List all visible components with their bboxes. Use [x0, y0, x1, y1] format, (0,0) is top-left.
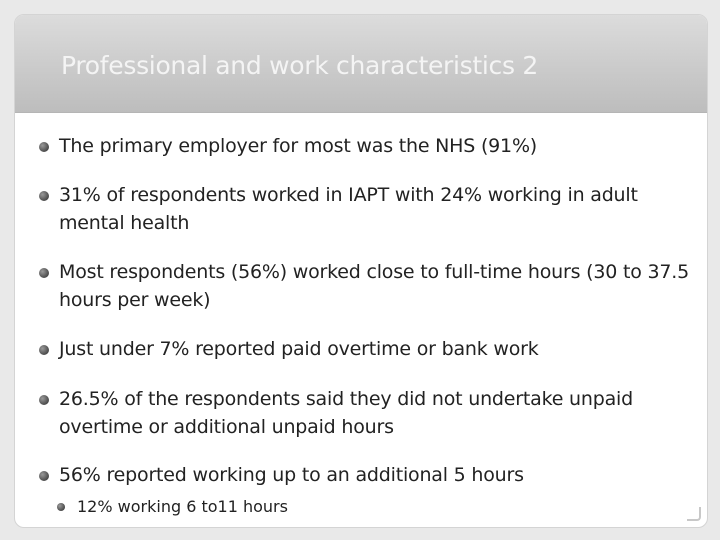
slide-content [15, 15, 707, 527]
sub-bullet-text: 12% working 6 to11 hours [77, 497, 288, 516]
bullet-item [39, 132, 689, 160]
bullet-text: 56% reported working up to an additional 5 hours [59, 464, 524, 486]
bullet-item [39, 385, 689, 441]
bullet-item [39, 181, 689, 237]
slide [14, 14, 708, 528]
bullet-text: 26.5% of the respondents said they did not undertake unpaid overtime or additional unpaid hours [59, 388, 633, 438]
bullet-dot-icon [39, 345, 49, 355]
bullet-text: The primary employer for most was the NHS (91%) [59, 135, 538, 157]
sub-bullet-dot-icon [57, 503, 65, 511]
bullet-text: Most respondents (56%) worked close to full-time hours (30 to 37.5 hours per week) [59, 261, 689, 311]
slide-title: Professional and work characteristics 2 [61, 51, 538, 80]
sub-bullet-item [57, 496, 657, 518]
bullet-dot-icon [39, 191, 49, 201]
bullet-dot-icon [39, 142, 49, 152]
bullet-item [39, 461, 689, 489]
bullet-dot-icon [39, 395, 49, 405]
bullet-text: Just under 7% reported paid overtime or bank work [59, 338, 539, 360]
bullet-item [39, 335, 689, 363]
bullet-dot-icon [39, 471, 49, 481]
corner-decoration [687, 507, 701, 521]
bullet-item [39, 258, 689, 314]
bullet-text: 31% of respondents worked in IAPT with 24% working in adult mental health [59, 184, 638, 234]
bullet-dot-icon [39, 268, 49, 278]
